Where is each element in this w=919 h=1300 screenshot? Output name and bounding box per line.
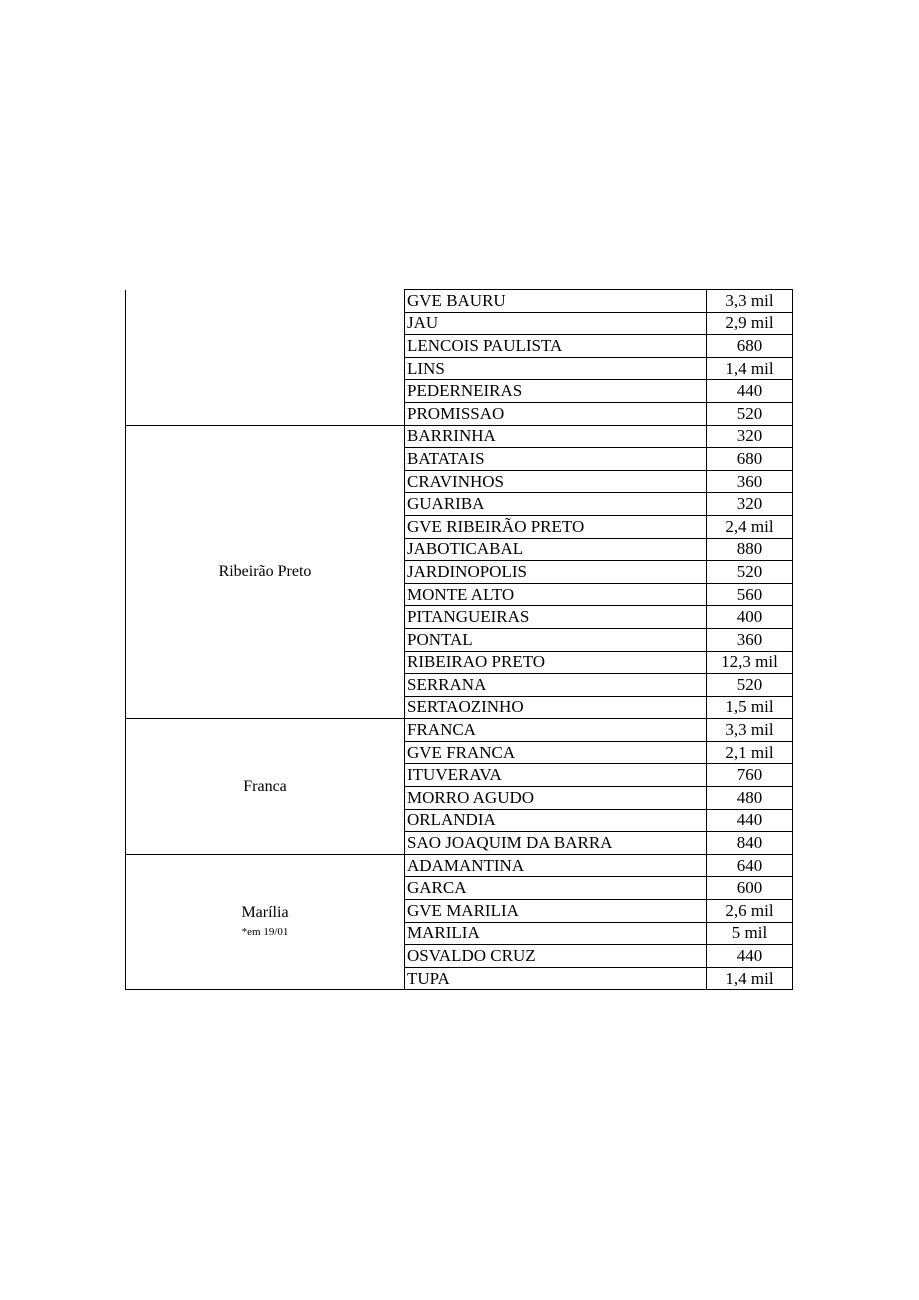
value-cell: 360 bbox=[707, 470, 793, 493]
value-cell: 520 bbox=[707, 561, 793, 584]
value-cell: 560 bbox=[707, 583, 793, 606]
municipality-table bbox=[125, 289, 793, 990]
value-cell: 640 bbox=[707, 854, 793, 877]
value-cell: 3,3 mil bbox=[707, 290, 793, 313]
region-cell bbox=[126, 290, 405, 426]
value-cell: 2,9 mil bbox=[707, 312, 793, 335]
value-cell: 2,4 mil bbox=[707, 515, 793, 538]
municipality-cell: LENCOIS PAULISTA bbox=[405, 335, 707, 358]
municipality-cell: PEDERNEIRAS bbox=[405, 380, 707, 403]
value-cell: 840 bbox=[707, 832, 793, 855]
municipality-cell: BATATAIS bbox=[405, 448, 707, 471]
value-cell: 400 bbox=[707, 606, 793, 629]
value-cell: 760 bbox=[707, 764, 793, 787]
region-cell bbox=[126, 854, 405, 990]
municipality-cell: GARCA bbox=[405, 877, 707, 900]
municipality-cell: CRAVINHOS bbox=[405, 470, 707, 493]
municipality-cell: GVE BAURU bbox=[405, 290, 707, 313]
municipality-cell: PONTAL bbox=[405, 628, 707, 651]
municipality-cell: BARRINHA bbox=[405, 425, 707, 448]
value-cell: 680 bbox=[707, 448, 793, 471]
value-cell: 520 bbox=[707, 674, 793, 697]
municipality-cell: ADAMANTINA bbox=[405, 854, 707, 877]
value-cell: 480 bbox=[707, 787, 793, 810]
municipality-cell: LINS bbox=[405, 357, 707, 380]
region-cell bbox=[126, 425, 405, 719]
municipality-cell: GUARIBA bbox=[405, 493, 707, 516]
municipality-cell: SAO JOAQUIM DA BARRA bbox=[405, 832, 707, 855]
municipality-cell: MONTE ALTO bbox=[405, 583, 707, 606]
municipality-cell: OSVALDO CRUZ bbox=[405, 945, 707, 968]
value-cell: 1,4 mil bbox=[707, 967, 793, 990]
municipality-cell: TUPA bbox=[405, 967, 707, 990]
value-cell: 5 mil bbox=[707, 922, 793, 945]
value-cell: 320 bbox=[707, 425, 793, 448]
region-name: Ribeirão Preto bbox=[218, 562, 312, 580]
municipality-cell: ORLANDIA bbox=[405, 809, 707, 832]
region-note: *em 19/01 bbox=[241, 926, 289, 939]
table-row bbox=[126, 854, 793, 877]
table-row bbox=[126, 719, 793, 742]
region-name: Franca bbox=[243, 777, 287, 795]
municipality-cell: JABOTICABAL bbox=[405, 538, 707, 561]
value-cell: 440 bbox=[707, 809, 793, 832]
value-cell: 520 bbox=[707, 402, 793, 425]
municipality-cell: SERRANA bbox=[405, 674, 707, 697]
value-cell: 680 bbox=[707, 335, 793, 358]
value-cell: 880 bbox=[707, 538, 793, 561]
municipality-cell: PITANGUEIRAS bbox=[405, 606, 707, 629]
municipality-cell: GVE RIBEIRÃO PRETO bbox=[405, 515, 707, 538]
municipality-cell: SERTAOZINHO bbox=[405, 696, 707, 719]
value-cell: 600 bbox=[707, 877, 793, 900]
municipality-cell: JAU bbox=[405, 312, 707, 335]
municipality-cell: RIBEIRAO PRETO bbox=[405, 651, 707, 674]
municipality-cell: JARDINOPOLIS bbox=[405, 561, 707, 584]
region-cell bbox=[126, 719, 405, 855]
value-cell: 1,4 mil bbox=[707, 357, 793, 380]
municipality-cell: FRANCA bbox=[405, 719, 707, 742]
value-cell: 440 bbox=[707, 945, 793, 968]
municipality-cell: GVE MARILIA bbox=[405, 900, 707, 923]
value-cell: 2,6 mil bbox=[707, 900, 793, 923]
table-row bbox=[126, 425, 793, 448]
table-row bbox=[126, 290, 793, 313]
region-name: Marília bbox=[241, 904, 289, 922]
value-cell: 440 bbox=[707, 380, 793, 403]
value-cell: 2,1 mil bbox=[707, 741, 793, 764]
municipality-cell: GVE FRANCA bbox=[405, 741, 707, 764]
value-cell: 1,5 mil bbox=[707, 696, 793, 719]
value-cell: 3,3 mil bbox=[707, 719, 793, 742]
value-cell: 320 bbox=[707, 493, 793, 516]
table-body bbox=[126, 290, 793, 990]
municipality-cell: ITUVERAVA bbox=[405, 764, 707, 787]
value-cell: 12,3 mil bbox=[707, 651, 793, 674]
municipality-cell: PROMISSAO bbox=[405, 402, 707, 425]
municipality-cell: MARILIA bbox=[405, 922, 707, 945]
value-cell: 360 bbox=[707, 628, 793, 651]
municipality-cell: MORRO AGUDO bbox=[405, 787, 707, 810]
